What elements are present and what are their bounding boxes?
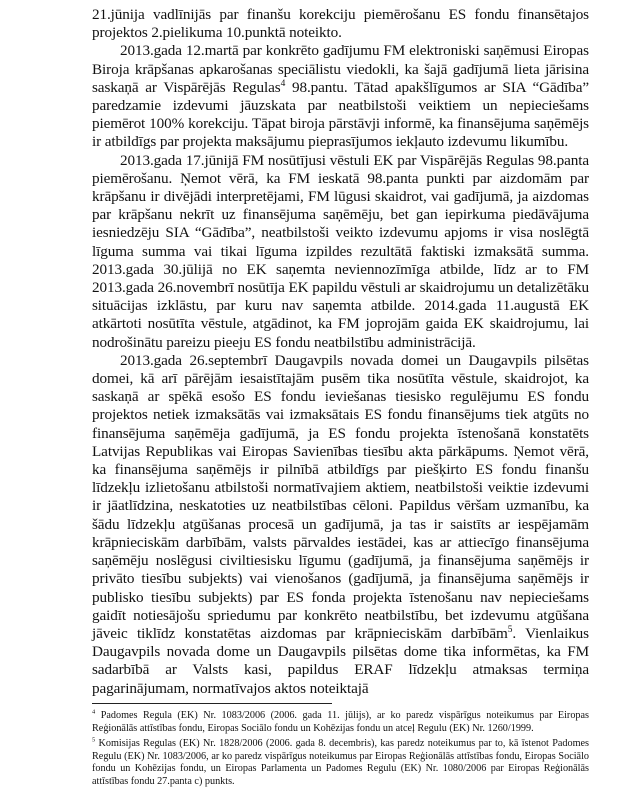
body-text xyxy=(92,6,589,698)
footnote-mark-5: 5 xyxy=(92,736,96,744)
paragraph-ek-letter xyxy=(92,152,589,352)
footnote-ref-5: 5 xyxy=(507,624,513,635)
paragraph-olaf-opinion xyxy=(92,42,589,151)
footnote-4 xyxy=(92,710,589,735)
paragraph-continuation xyxy=(92,6,589,42)
paragraph-daugavpils-letter xyxy=(92,352,589,698)
footnote-ref-4: 4 xyxy=(280,78,286,89)
paragraph-text: 2013.gada 26.septembrī Daugavpils novada domei un Daugavpils pilsētas domei, kā arī pārējām iesaistītajām pusēm tika nosūtīta vēstule, skaidrojot, ka saskaņā ar spēkā esošo ES fondu ieviešanas tiesisko regulējumu ES fondu projektos netiek izmaksātās vai izmaksātais ES fondu finansējums tiek atgūts no finansējuma saņēmēja gadījumā, ja ES fondu projekta īstenošanā konstatēts Latvijas Republikas vai Eiropas Savienības tiesību akta pārkāpums. Ņemot vērā, ka finansējuma saņēmējs ir pilnībā atbildīgs par piešķirto ES fondu finanšu līdzekļu izlietošanu atbilstoši normatīvajiem aktiem, neatbilstoši veiktie izdevumi ir jāatlīdzina, neskatoties uz neatbilstības cēloni. Papildus vēršam uzmanību, ka šādu līdzekļu atgūšanas procesā un gadījumā, ja tas ir saistīts ar iespējamām krāpnieciskām darbībām, valsts pārvaldes iestādei, kas ar attiecīgo finansējuma saņēmēju noslēgusi civiltiesisku līgumu (gadījumā, ja finansējuma saņēmējs ir privāto tiesību subjekts) vai vienošanos (gadījumā, ja finansējuma saņēmējs ir publisko tiesību subjekts) par ES fonda projekta īstenošanu nav nepieciešams gaidīt notiesājošu spriedumu par konkrēto neatbilstību, bet izdevumu atgūšana jāveic tiklīdz konstatētas aizdomas par krāpnieciskām darbībām xyxy=(92,351,589,642)
paragraph-text: 2013.gada 12.martā par konkrēto gadījumu FM elektroniski saņēmusi Eiropas Biroja krāpšanas apkarošanas speciālistu viedokli, ka šajā gadījumā lieta jārisina saskaņā ar Vispārējās Regulas xyxy=(92,42,589,96)
footnote-text: Komisijas Regulas (EK) Nr. 1828/2006 (2006. gada 8. decembris), kas paredz noteikumus par to, kā īstenot Padomes Regulu (EK) Nr. 1083/2006, ar ko paredz vispārīgus noteikumus par Eiropas Reģionālās attīstības fondu, Eiropas Sociālo fondu un Kohēzijas fondu, un Eiropas Parlamenta un Padomes Regulu (EK) Nr. 1080/2006 par Eiropas Reģionālās attīstības fondu 27.panta c) punkts. xyxy=(92,738,589,787)
footnote-separator xyxy=(92,703,332,704)
paragraph-text: 21.jūnija vadlīnijās par finanšu korekciju piemērošanu ES fondu finansētajos projektos 2.pielikuma 10.punktā noteikto. xyxy=(92,6,589,42)
paragraph-text: . Vienlaikus Daugavpils novada dome un Daugavpils pilsētas dome tika informētas, ka FM sadarbībā ar Valsts kasi, papildus ERAF līdzekļu atmaksas termiņa pagarinājumam, normatīvajos aktos noteiktajā xyxy=(92,624,589,697)
paragraph-text: 2013.gada 17.jūnijā FM nosūtījusi vēstuli EK par Vispārējās Regulas 98.panta piemērošanu. Ņemot vērā, ka FM ieskatā 98.panta punkti par aizdomām par krāpšanu ir divējādi interpretējami, FM lūgusi skaidrot, vai gadījumā, ja aizdomas par krāpšanu nekrīt uz finansējuma saņēmēju, bet gan iepirkuma piedāvājuma iesniedzēju SIA “Gādība”, neatbilstoši veikto izdevumu apjoms ir visa noslēgtā līguma summa vai tikai līguma izpildes rezultātā faktiski izmaksātā summa. 2013.gada 30.jūlijā no EK saņemta neviennozīmīga atbilde, līdz ar to FM 2013.gada 26.novembrī nosūtīja EK papildu vēstuli ar skaidrojumu un detalizētāku situācijas izklāstu, par kuru nav saņemta atbilde. 2014.gada 11.augustā EK atkārtoti nosūtīta vēstule, atgādinot, ka FM joprojām gaida EK skaidrojumu, lai nodrošinātu pareizu pieeju ES fondu neatbilstību administrācijā. xyxy=(92,151,589,351)
footnote-mark-4: 4 xyxy=(92,708,96,716)
footnotes xyxy=(92,710,589,792)
paragraph-text: 98.pantu. Tātad apakšlīgumos ar SIA “Gādība” paredzamie izdevumi jāuzskata par neatbilstoši veiktiem un nepieciešams piemērot 100% korekciju. Tāpat biroja pārstāvji informē, ka finansējuma saņēmējs ir atbildīgs par projekta maksājumu pieprasījumos iekļauto izdevumu likumību. xyxy=(92,78,589,151)
footnote-text: Padomes Regula (EK) Nr. 1083/2006 (2006. gada 11. jūlijs), ar ko paredz vispārīgus noteikumus par Eiropas Reģionālās attīstības fondu, Eiropas Sociālo fondu un Kohēzijas fondu un atceļ Regulu (EK) Nr. 1260/1999. xyxy=(92,710,589,734)
footnote-5 xyxy=(92,738,589,788)
